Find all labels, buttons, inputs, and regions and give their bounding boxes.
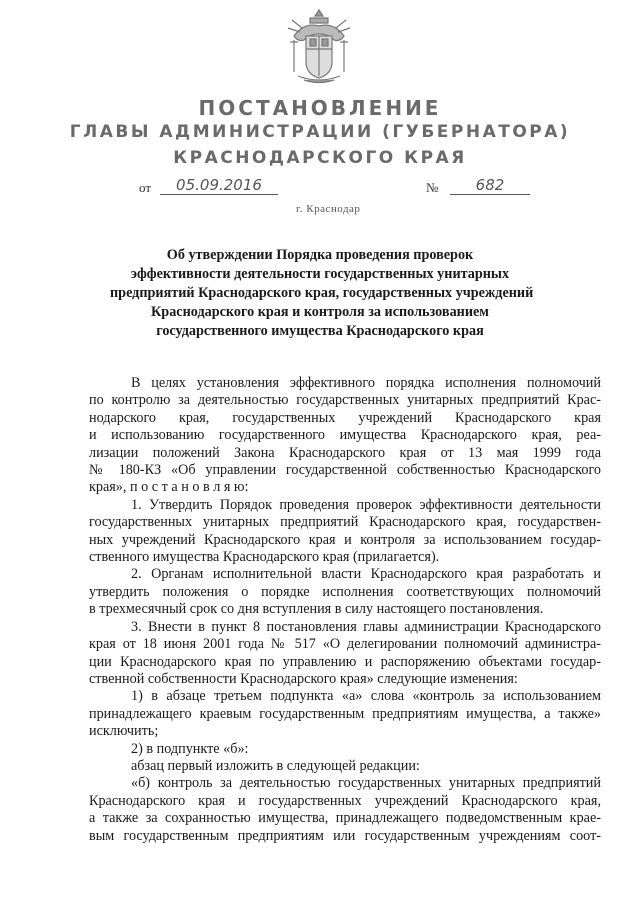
body-line: абзац первый изложить в следующей редакции: (131, 757, 420, 774)
body-line: в трехмесячный срок со дня вступления в силу настоящего постановления. (89, 601, 544, 618)
body-line: «б) контроль за деятельностью государственных унитарных предприятий (131, 775, 601, 792)
body-line: лизации положений Закона Краснодарского края от 13 мая 1999 года (89, 444, 601, 461)
region-heading: КРАСНОДАРСКОГО КРАЯ (173, 148, 467, 168)
body-line: вым государственным предприятиям или государственным учреждениям соот- (89, 827, 601, 844)
body-line: 1. Утвердить Порядок проведения проверок эффективности деятельности (131, 496, 601, 513)
number-value: 682 (450, 176, 530, 195)
body-line: края от 18 июня 2001 года № 517 «О делегировании полномочий администра- (89, 636, 601, 653)
body-line: края», п о с т а н о в л я ю: (89, 479, 249, 496)
body-line: утвердить положения о порядке исполнения соответствующих полномочий (89, 583, 601, 600)
body-line: нодарского края, государственных учреждений Краснодарского края (89, 409, 601, 426)
city-label: г. Краснодар (296, 203, 361, 215)
document-body (89, 375, 601, 845)
body-line: ных учреждений Краснодарского края и контроля за использованием государ- (89, 531, 601, 548)
body-line: 1) в абзаце третьем подпункта «а» слова «контроль за использованием (131, 688, 601, 705)
document-title (110, 246, 534, 341)
number-label: № (426, 180, 439, 195)
body-line: государственных унитарных предприятий Краснодарского края, государствен- (89, 514, 601, 531)
body-line: ции Краснодарского края по управлению и распоряжению объектами государ- (89, 653, 601, 670)
body-line: исключить; (89, 723, 159, 740)
date-label: от (139, 180, 152, 195)
body-line: № 180-КЗ «Об управлении государственной собственностью Краснодарского (89, 462, 601, 479)
body-line: а также за сохранностью имущества, принадлежащего подведомственным крае- (89, 810, 601, 827)
body-line: ственного имущества Краснодарского края (прилагается). (89, 549, 440, 566)
body-line: 3. Внести в пункт 8 постановления главы администрации Краснодарского (131, 618, 601, 635)
body-line: принадлежащего краевым государственным предприятиям имущества, а также» (89, 705, 601, 722)
title-line: эффективности деятельности государственных унитарных (130, 266, 510, 282)
body-line: 2. Органам исполнительной власти Краснодарского края разработать и (131, 566, 601, 583)
body-line: по контролю за деятельностью государственных унитарных предприятий Крас- (89, 392, 601, 409)
date-value: 05.09.2016 (160, 176, 278, 195)
title-line: предприятий Краснодарского края, государственных учреждений (110, 285, 534, 301)
document-type-heading: ПОСТАНОВЛЕНИЕ (198, 96, 442, 120)
title-line: государственного имущества Краснодарского края (156, 323, 484, 339)
body-line: и использованию государственного имущества Краснодарского края, реа- (89, 427, 601, 444)
title-line: Краснодарского края и контроля за использованием (151, 304, 489, 320)
issuer-heading: ГЛАВЫ АДМИНИСТРАЦИИ (ГУБЕРНАТОРА) (69, 122, 571, 142)
body-line: ственной собственности Краснодарского края» следующие изменения: (89, 670, 518, 687)
coat-of-arms-emblem (280, 6, 358, 86)
body-line: 2) в подпункте «б»: (131, 740, 249, 757)
title-line: Об утверждении Порядка проведения проверок (166, 247, 474, 263)
body-line: Краснодарского края и государственных учреждений Краснодарского края, (89, 792, 601, 809)
body-line: В целях установления эффективного порядка исполнения полномочий (131, 375, 601, 391)
